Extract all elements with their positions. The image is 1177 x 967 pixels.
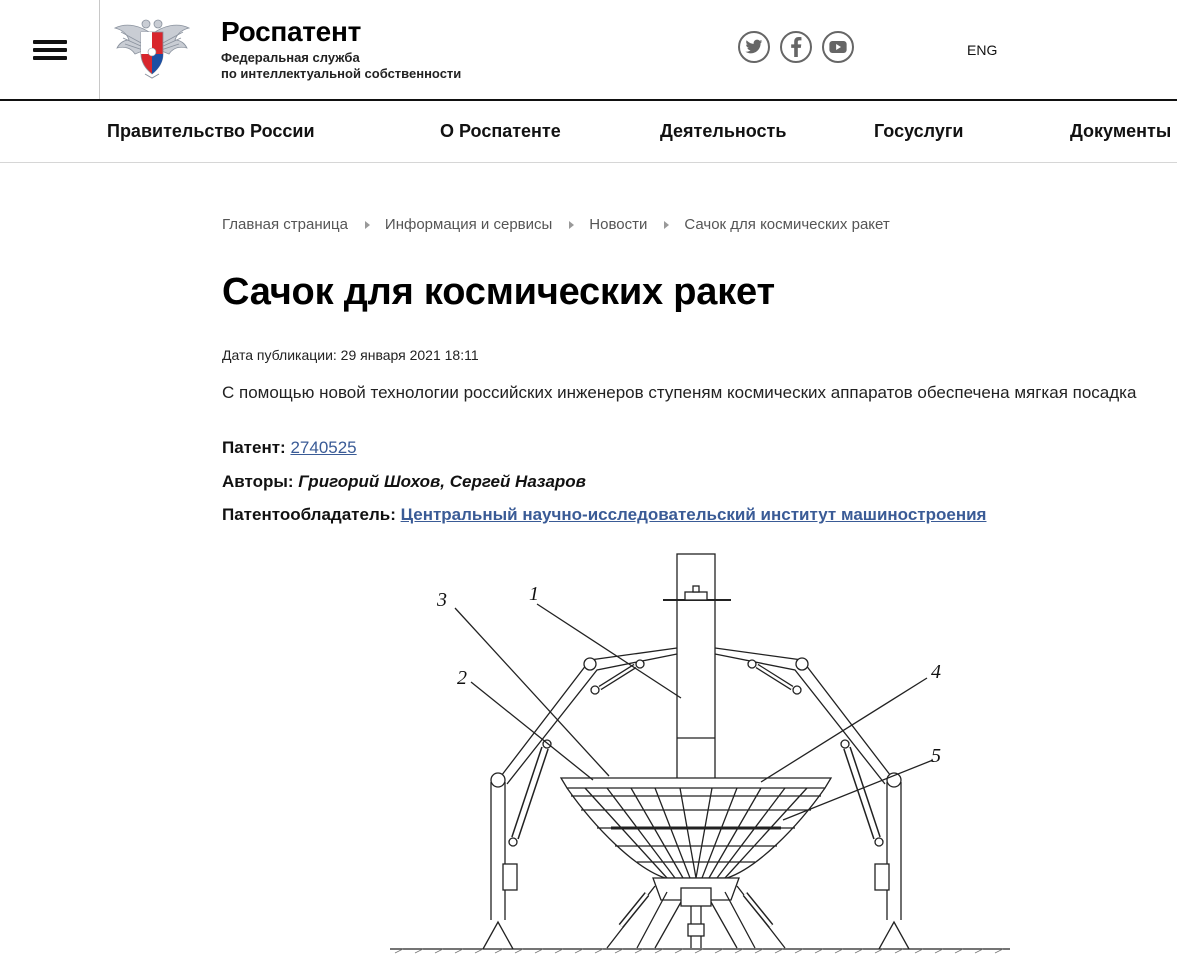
hamburger-icon [33, 40, 67, 60]
patent-number-link[interactable]: 2740525 [290, 438, 357, 457]
menu-button[interactable] [0, 0, 100, 99]
nav-item-public-services[interactable]: Госуслуги [874, 121, 964, 141]
language-switch[interactable]: ENG [967, 42, 998, 58]
publication-date [222, 347, 479, 363]
publication-date-label: Дата публикации: [222, 347, 337, 363]
site-header [0, 0, 1177, 101]
catching-net [561, 778, 831, 788]
social-links [738, 31, 854, 63]
article-lead: С помощью новой технологии российских инженеров ступеням космических аппаратов обеспечена мягкая посадка [222, 383, 1137, 402]
breadcrumb-home[interactable]: Главная страница [222, 216, 348, 233]
authors-line [222, 472, 586, 492]
breadcrumb-info-services[interactable]: Информация и сервисы [384, 216, 553, 233]
brand-subtitle [221, 50, 461, 82]
patent-label: Патент: [222, 438, 286, 457]
holder-label: Патентообладатель: [222, 505, 396, 524]
publication-date-value: 29 января 2021 18:11 [340, 347, 479, 363]
patent-line [222, 438, 357, 458]
rospatent-emblem-icon[interactable] [113, 14, 191, 80]
main-nav [0, 101, 1177, 163]
twitter-icon [745, 39, 763, 55]
figure-label-1: 1 [529, 583, 539, 605]
nav-item-activity[interactable]: Деятельность [660, 121, 787, 141]
youtube-icon [829, 40, 847, 54]
breadcrumb [222, 216, 890, 233]
breadcrumb-current: Сачок для космических ракет [684, 216, 890, 233]
nav-item-government[interactable]: Правительство России [107, 121, 315, 141]
brand-subtitle-line-1: Федеральная служба [221, 50, 360, 65]
breadcrumb-separator-icon [569, 221, 574, 229]
breadcrumb-separator-icon [365, 221, 370, 229]
breadcrumb-separator-icon [664, 221, 669, 229]
page-title: Сачок для космических ракет [222, 271, 775, 313]
facebook-link[interactable] [780, 31, 812, 63]
figure-label-4: 4 [931, 661, 941, 683]
nav-item-about[interactable]: О Роспатенте [440, 121, 561, 141]
brand-title[interactable]: Роспатент [221, 16, 361, 47]
authors-value: Григорий Шохов, Сергей Назаров [298, 472, 586, 491]
holder-line [222, 505, 986, 525]
figure-label-2: 2 [457, 667, 467, 689]
breadcrumb-news[interactable]: Новости [589, 216, 648, 233]
patent-drawing [385, 548, 1015, 967]
brand-subtitle-line-2: по интеллектуальной собственности [221, 66, 462, 81]
authors-label: Авторы: [222, 472, 294, 491]
facebook-icon [790, 37, 802, 57]
figure-label-3: 3 [437, 589, 447, 611]
nav-item-documents[interactable]: Документы [1070, 121, 1172, 141]
youtube-link[interactable] [822, 31, 854, 63]
twitter-link[interactable] [738, 31, 770, 63]
figure-label-5: 5 [931, 745, 941, 767]
holder-link[interactable]: Центральный научно-исследовательский институт машиностроения [400, 505, 987, 524]
